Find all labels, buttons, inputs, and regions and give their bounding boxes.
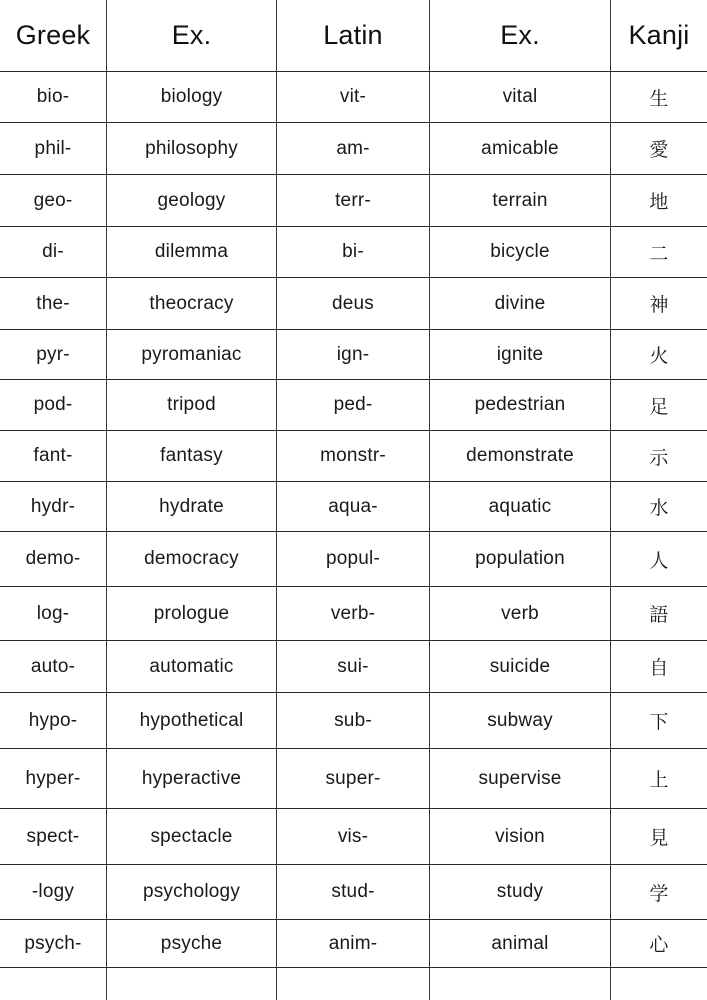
latin-root: super- bbox=[277, 749, 430, 808]
kanji: 地 bbox=[649, 191, 669, 213]
greek-root: auto- bbox=[0, 641, 107, 692]
latin-example: supervise bbox=[430, 749, 611, 808]
kanji bbox=[611, 968, 707, 1000]
table-row bbox=[0, 72, 707, 123]
latin-root: anim- bbox=[277, 920, 430, 967]
greek-example: hypothetical bbox=[107, 693, 277, 748]
greek-example: biology bbox=[107, 72, 277, 122]
kanji: 見 bbox=[649, 827, 669, 849]
greek-example: pyromaniac bbox=[107, 330, 277, 379]
kanji: 心 bbox=[649, 934, 669, 956]
greek-example: theocracy bbox=[107, 278, 277, 329]
latin-root: stud- bbox=[277, 865, 430, 919]
latin-example: vision bbox=[430, 809, 611, 864]
latin-example: verb bbox=[430, 587, 611, 640]
table-row-empty bbox=[0, 968, 707, 1000]
greek-root: di- bbox=[0, 227, 107, 277]
greek-example: philosophy bbox=[107, 123, 277, 174]
kanji: 足 bbox=[649, 395, 669, 418]
kanji: 火 bbox=[649, 345, 669, 367]
latin-root bbox=[277, 968, 430, 1000]
kanji: 愛 bbox=[649, 139, 669, 161]
header-greek-example: Ex. bbox=[107, 0, 277, 71]
latin-root: vit- bbox=[277, 72, 430, 122]
greek-root: fant- bbox=[0, 431, 107, 481]
table-row bbox=[0, 865, 707, 920]
greek-example: prologue bbox=[107, 587, 277, 640]
latin-root: verb- bbox=[277, 587, 430, 640]
kanji: 上 bbox=[649, 769, 669, 791]
table-row bbox=[0, 175, 707, 227]
table-row bbox=[0, 431, 707, 482]
latin-example: subway bbox=[430, 693, 611, 748]
latin-root: deus bbox=[277, 278, 430, 329]
table-row bbox=[0, 123, 707, 175]
greek-root: -logy bbox=[0, 865, 107, 919]
latin-example: bicycle bbox=[430, 227, 611, 277]
latin-example: population bbox=[430, 532, 611, 586]
table-row bbox=[0, 693, 707, 749]
greek-example: tripod bbox=[107, 380, 277, 430]
greek-root: demo- bbox=[0, 532, 107, 586]
greek-root: pyr- bbox=[0, 330, 107, 379]
kanji: 示 bbox=[649, 446, 669, 469]
table-row bbox=[0, 380, 707, 431]
header-greek: Greek bbox=[0, 0, 107, 71]
greek-root: the- bbox=[0, 278, 107, 329]
greek-root bbox=[0, 968, 107, 1000]
greek-example bbox=[107, 968, 277, 1000]
latin-example bbox=[430, 968, 611, 1000]
greek-example: psyche bbox=[107, 920, 277, 967]
kanji: 神 bbox=[649, 294, 669, 316]
greek-root: hyper- bbox=[0, 749, 107, 808]
header-latin: Latin bbox=[277, 0, 430, 71]
header-latin-example: Ex. bbox=[430, 0, 611, 71]
greek-example: hydrate bbox=[107, 482, 277, 531]
latin-example: terrain bbox=[430, 175, 611, 226]
latin-root: sub- bbox=[277, 693, 430, 748]
latin-root: aqua- bbox=[277, 482, 430, 531]
latin-root: terr- bbox=[277, 175, 430, 226]
latin-example: study bbox=[430, 865, 611, 919]
greek-example: psychology bbox=[107, 865, 277, 919]
latin-example: amicable bbox=[430, 123, 611, 174]
kanji: 下 bbox=[649, 711, 669, 733]
table-row bbox=[0, 641, 707, 693]
latin-example: suicide bbox=[430, 641, 611, 692]
kanji: 自 bbox=[649, 657, 669, 679]
greek-root: hypo- bbox=[0, 693, 107, 748]
table-row bbox=[0, 920, 707, 968]
table-row bbox=[0, 227, 707, 278]
latin-example: demonstrate bbox=[430, 431, 611, 481]
latin-example: ignite bbox=[430, 330, 611, 379]
table-row bbox=[0, 532, 707, 587]
kanji: 水 bbox=[649, 497, 669, 519]
latin-example: divine bbox=[430, 278, 611, 329]
kanji: 学 bbox=[649, 882, 669, 905]
kanji: 生 bbox=[649, 87, 669, 110]
greek-root: pod- bbox=[0, 380, 107, 430]
table-row bbox=[0, 330, 707, 380]
kanji: 語 bbox=[649, 604, 669, 626]
kanji: 人 bbox=[649, 549, 669, 572]
kanji: 二 bbox=[649, 242, 669, 265]
latin-example: animal bbox=[430, 920, 611, 967]
greek-example: democracy bbox=[107, 532, 277, 586]
greek-root: log- bbox=[0, 587, 107, 640]
latin-root: ign- bbox=[277, 330, 430, 379]
greek-root: spect- bbox=[0, 809, 107, 864]
greek-example: hyperactive bbox=[107, 749, 277, 808]
latin-root: popul- bbox=[277, 532, 430, 586]
greek-root: psych- bbox=[0, 920, 107, 967]
greek-example: geology bbox=[107, 175, 277, 226]
table-row bbox=[0, 482, 707, 532]
table-header-row bbox=[0, 0, 707, 72]
table-row bbox=[0, 278, 707, 330]
latin-example: vital bbox=[430, 72, 611, 122]
latin-root: monstr- bbox=[277, 431, 430, 481]
latin-example: aquatic bbox=[430, 482, 611, 531]
table-row bbox=[0, 587, 707, 641]
table-row bbox=[0, 809, 707, 865]
header-kanji: Kanji bbox=[628, 20, 690, 50]
latin-root: sui- bbox=[277, 641, 430, 692]
greek-example: fantasy bbox=[107, 431, 277, 481]
greek-root: geo- bbox=[0, 175, 107, 226]
greek-root: bio- bbox=[0, 72, 107, 122]
greek-example: automatic bbox=[107, 641, 277, 692]
latin-root: vis- bbox=[277, 809, 430, 864]
table-row bbox=[0, 749, 707, 809]
greek-root: hydr- bbox=[0, 482, 107, 531]
greek-root: phil- bbox=[0, 123, 107, 174]
latin-root: am- bbox=[277, 123, 430, 174]
latin-root: bi- bbox=[277, 227, 430, 277]
greek-example: dilemma bbox=[107, 227, 277, 277]
latin-example: pedestrian bbox=[430, 380, 611, 430]
latin-root: ped- bbox=[277, 380, 430, 430]
greek-example: spectacle bbox=[107, 809, 277, 864]
